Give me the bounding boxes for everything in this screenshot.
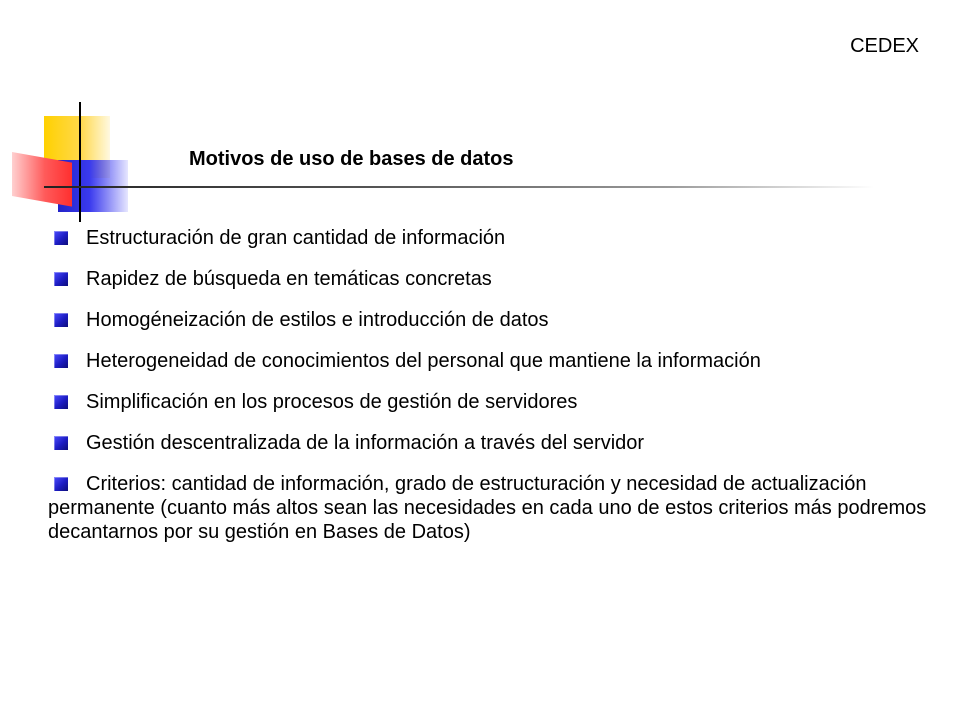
square-bullet-icon (54, 354, 68, 368)
decorative-logo (0, 0, 180, 230)
bullet-item (48, 390, 938, 414)
corner-label: CEDEX (850, 35, 919, 57)
bullet-item (48, 226, 938, 250)
logo-red-square (12, 152, 72, 207)
bullet-text: Gestión descentralizada de la información a través del servidor (86, 432, 645, 454)
bullet-text: Simplificación en los procesos de gestión de servidores (86, 391, 578, 413)
bullet-item (48, 431, 938, 455)
bullet-item (48, 349, 938, 373)
bullet-text: Criterios: cantidad de información, grado de estructuración y necesidad de actualización permanente (cuanto más altos sean las necesidades en cada uno de estos criterios más podremos decantarnos por su gestión en Bases de Datos) (48, 473, 927, 543)
bullet-item (48, 267, 938, 291)
slide-title: Motivos de uso de bases de datos (189, 148, 514, 170)
square-bullet-icon (54, 313, 68, 327)
square-bullet-icon (54, 272, 68, 286)
square-bullet-icon (54, 436, 68, 450)
square-bullet-icon (54, 477, 68, 491)
bullet-list (48, 226, 938, 561)
square-bullet-icon (54, 395, 68, 409)
bullet-text: Homogéneización de estilos e introducción de datos (86, 309, 549, 331)
bullet-item (48, 472, 938, 544)
square-bullet-icon (54, 231, 68, 245)
bullet-text: Rapidez de búsqueda en temáticas concretas (86, 268, 492, 290)
logo-vertical-line (79, 102, 81, 222)
title-underline (44, 186, 874, 188)
bullet-text: Heterogeneidad de conocimientos del personal que mantiene la información (86, 350, 761, 372)
bullet-text: Estructuración de gran cantidad de información (86, 227, 506, 249)
bullet-item (48, 308, 938, 332)
